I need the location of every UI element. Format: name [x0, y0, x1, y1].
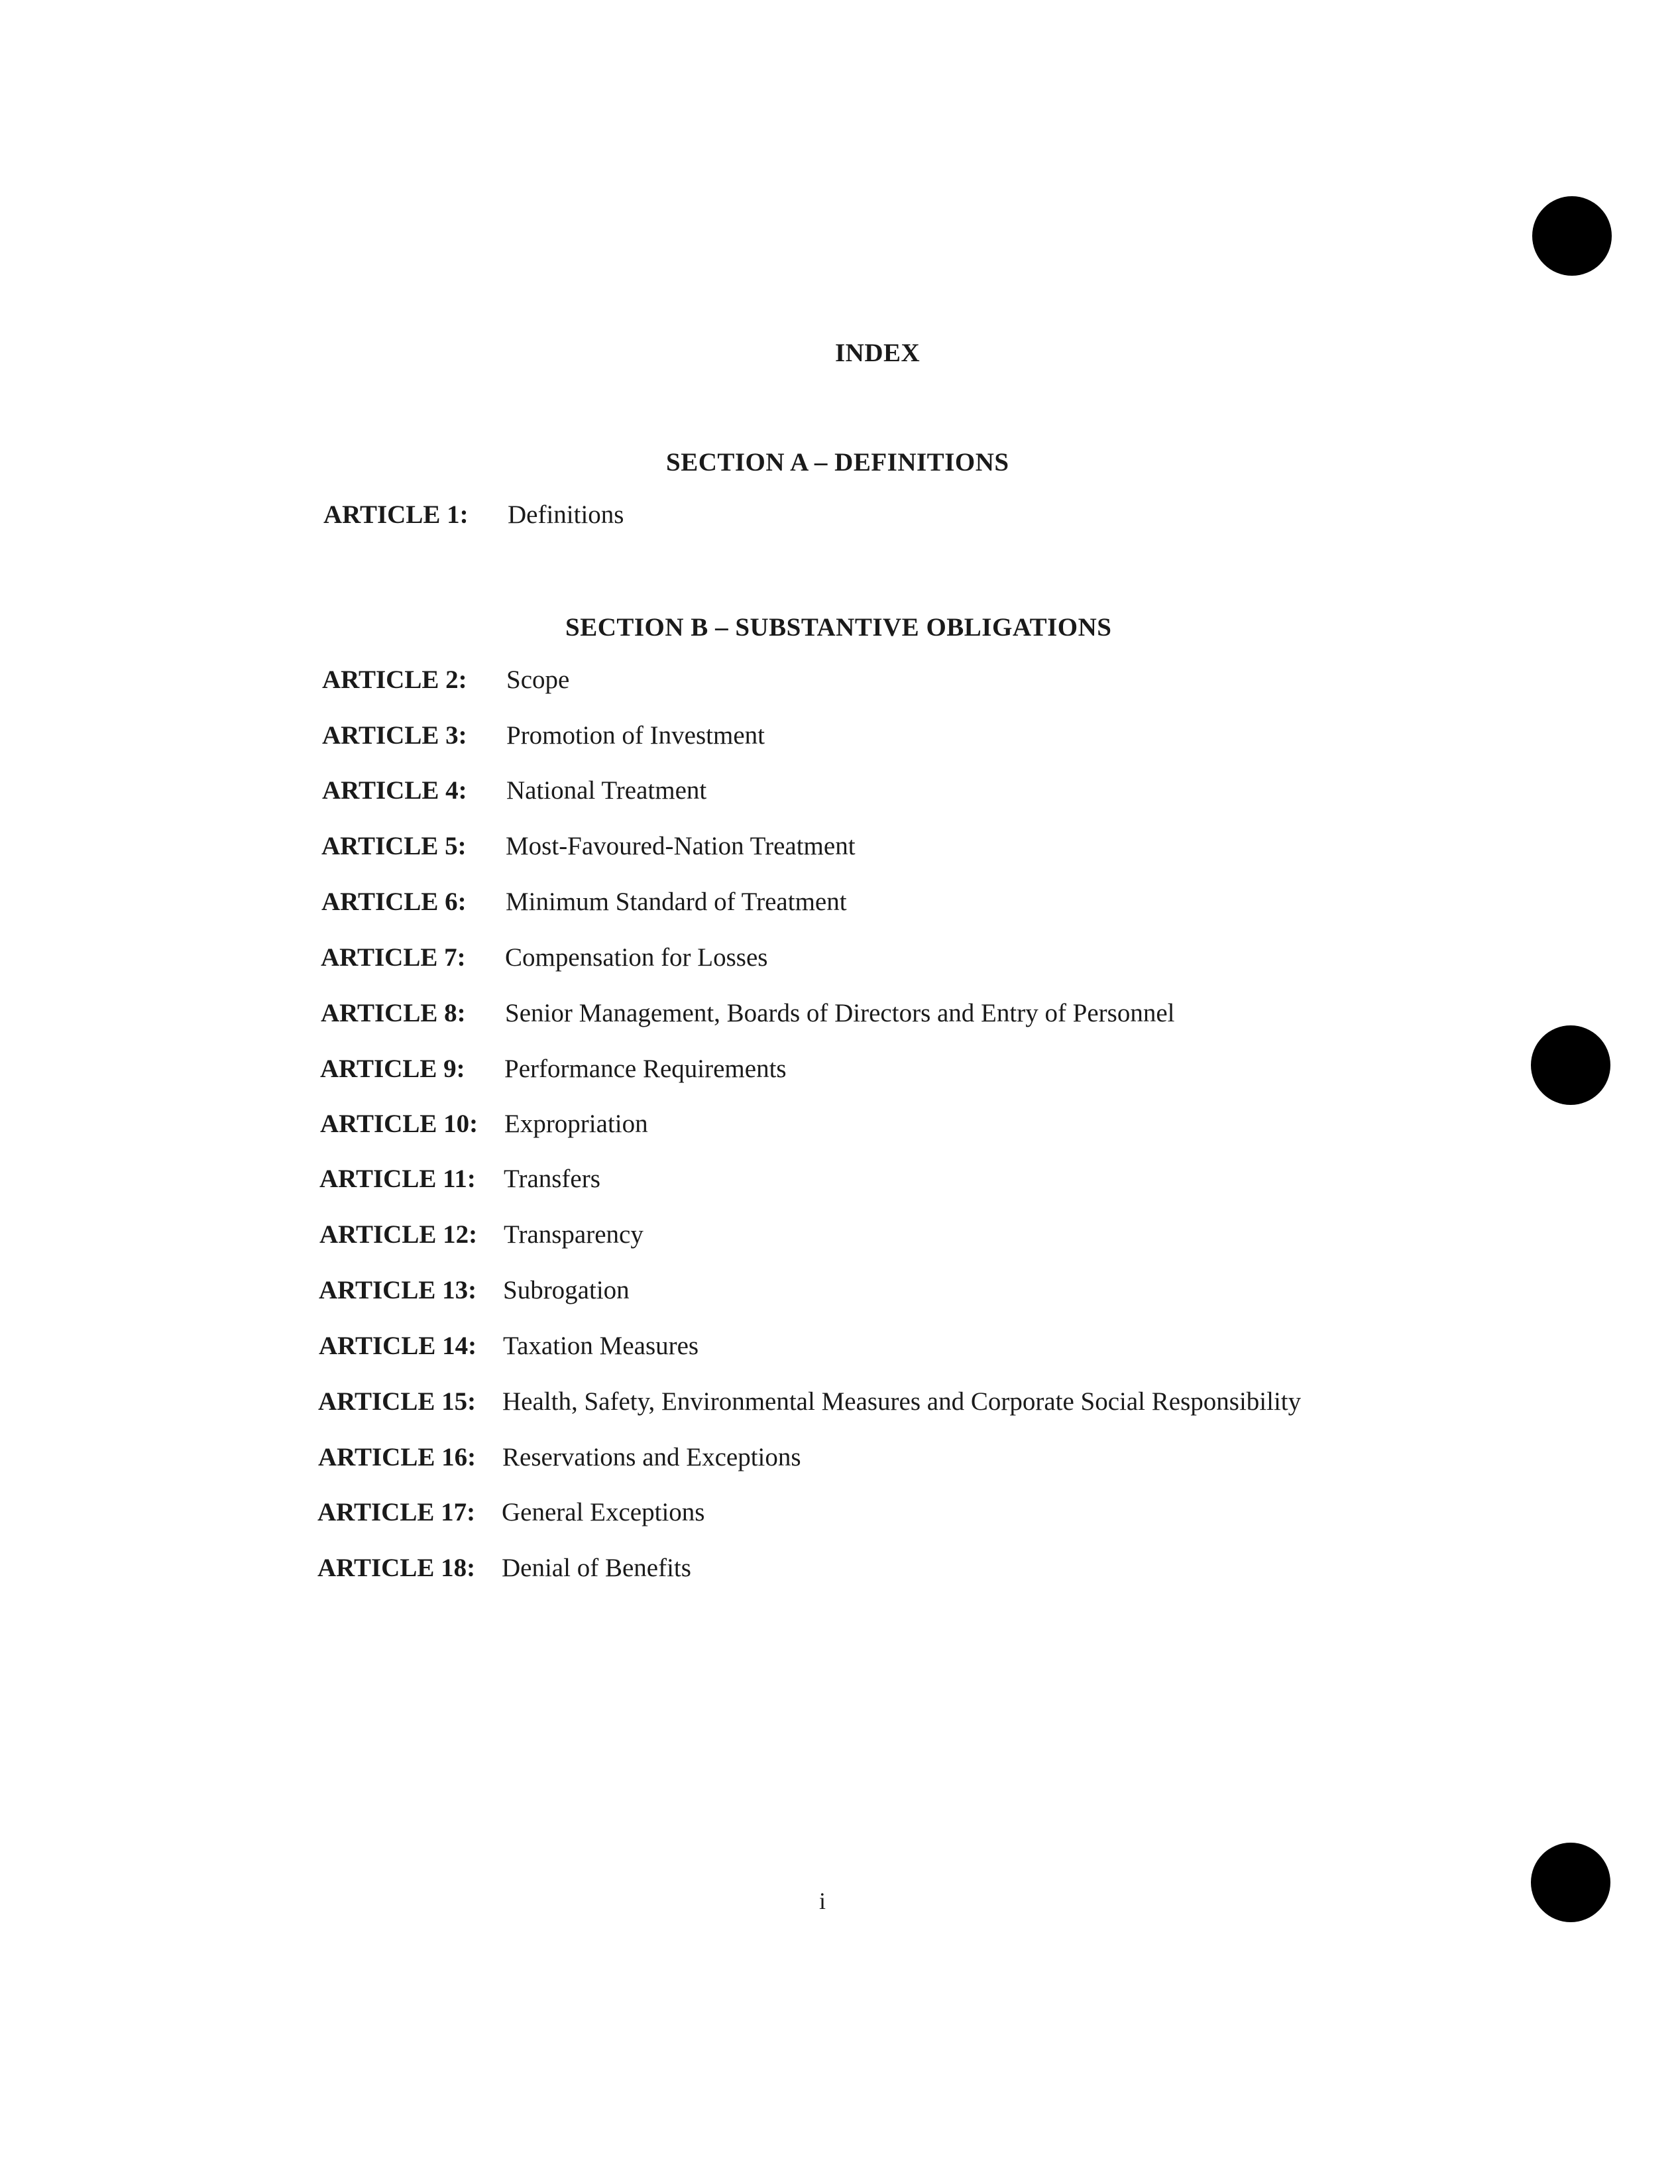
article-number: ARTICLE 4:	[322, 776, 467, 805]
article-title: General Exceptions	[502, 1498, 705, 1526]
section-b-heading: SECTION B – SUBSTANTIVE OBLIGATIONS	[565, 613, 1112, 642]
article-title: Transparency	[504, 1220, 644, 1249]
article-number: ARTICLE 7:	[321, 943, 466, 972]
article-number: ARTICLE 10:	[320, 1110, 478, 1138]
punch-hole-bottom	[1531, 1843, 1610, 1922]
article-title: Taxation Measures	[503, 1332, 699, 1360]
article-number: ARTICLE 9:	[320, 1055, 465, 1083]
punch-hole-middle	[1531, 1025, 1610, 1105]
article-title: Minimum Standard of Treatment	[506, 888, 847, 916]
article-title: Most-Favoured-Nation Treatment	[506, 832, 856, 860]
article-title: Transfers	[504, 1165, 600, 1193]
article-title: Subrogation	[503, 1276, 630, 1304]
article-number: ARTICLE 18:	[317, 1554, 476, 1582]
article-number: ARTICLE 8:	[321, 999, 466, 1027]
article-title: Definitions	[508, 500, 624, 529]
article-number: ARTICLE 5:	[321, 832, 467, 860]
article-number: ARTICLE 13:	[319, 1276, 477, 1304]
article-title: Performance Requirements	[504, 1055, 787, 1083]
article-number: ARTICLE 3:	[322, 721, 467, 750]
page-number: i	[819, 1888, 826, 1914]
article-title: Scope	[506, 665, 570, 694]
article-number: ARTICLE 16:	[318, 1443, 476, 1471]
article-number: ARTICLE 11:	[319, 1165, 476, 1193]
article-number: ARTICLE 12:	[319, 1220, 478, 1249]
page-title: INDEX	[835, 339, 921, 367]
article-number: ARTICLE 6:	[321, 888, 467, 916]
section-a-heading: SECTION A – DEFINITIONS	[666, 448, 1009, 477]
article-title: Senior Management, Boards of Directors and Entry of Personnel	[505, 999, 1175, 1027]
article-number: ARTICLE 15:	[318, 1387, 476, 1416]
article-title: Health, Safety, Environmental Measures and Corporate Social Responsibility	[502, 1387, 1302, 1416]
article-title: Promotion of Investment	[506, 721, 765, 750]
article-title: Compensation for Losses	[505, 943, 768, 972]
article-number: ARTICLE 14:	[319, 1332, 477, 1360]
article-title: Expropriation	[504, 1110, 648, 1138]
article-number: ARTICLE 2:	[322, 665, 467, 694]
article-number: ARTICLE 17:	[317, 1498, 476, 1526]
article-title: National Treatment	[506, 776, 707, 805]
punch-hole-top	[1532, 196, 1612, 276]
article-title: Reservations and Exceptions	[502, 1443, 801, 1471]
article-number: ARTICLE 1:	[323, 500, 469, 529]
article-title: Denial of Benefits	[502, 1554, 691, 1582]
